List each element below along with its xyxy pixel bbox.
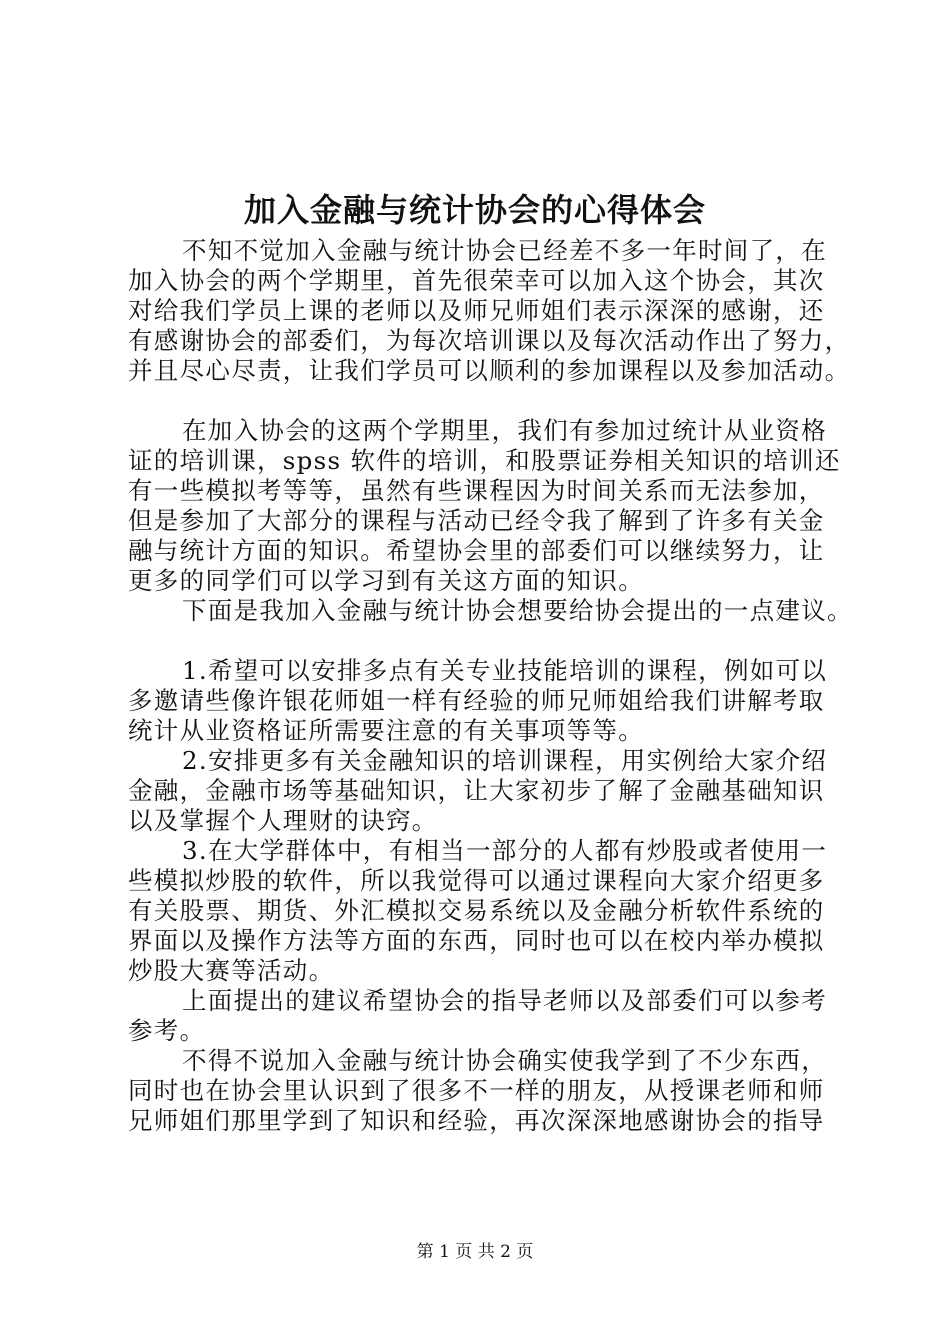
document-body xyxy=(128,236,856,1136)
body-line: 融与统计方面的知识。希望协会里的部委们可以继续努力，让 xyxy=(128,536,825,565)
body-line: 不知不觉加入金融与统计协会已经差不多一年时间了，在 xyxy=(182,236,827,265)
paragraph-gap xyxy=(128,386,856,416)
body-line: 对给我们学员上课的老师以及师兄师姐们表示深深的感谢，还 xyxy=(128,296,825,325)
body-line: 3.在大学群体中，有相当一部分的人都有炒股或者使用一 xyxy=(182,836,828,865)
paragraph-gap xyxy=(128,626,856,656)
body-line: 不得不说加入金融与统计协会确实使我学到了不少东西， xyxy=(182,1046,827,1075)
body-line: 2.安排更多有关金融知识的培训课程，用实例给大家介绍 xyxy=(182,746,828,775)
body-line: 并且尽心尽责，让我们学员可以顺利的参加课程以及参加活动。 xyxy=(128,356,851,385)
body-line: 金融，金融市场等基础知识，让大家初步了解了金融基础知识 xyxy=(128,776,825,805)
document-title: 加入金融与统计协会的心得体会 xyxy=(243,191,706,229)
body-line: 加入协会的两个学期里，首先很荣幸可以加入这个协会，其次 xyxy=(128,266,825,295)
body-line: 有关股票、期货、外汇模拟交易系统以及金融分析软件系统的 xyxy=(128,896,825,925)
body-line: 下面是我加入金融与统计协会想要给协会提出的一点建议。 xyxy=(182,596,853,625)
body-line: 1.希望可以安排多点有关专业技能培训的课程，例如可以 xyxy=(182,656,828,685)
body-line: 在加入协会的这两个学期里，我们有参加过统计从业资格 xyxy=(182,416,827,445)
body-line: 证的培训课，spss 软件的培训，和股票证券相关知识的培训还 xyxy=(128,446,841,475)
body-line: 兄师姐们那里学到了知识和经验，再次深深地感谢协会的指导 xyxy=(128,1106,825,1135)
body-line: 上面提出的建议希望协会的指导老师以及部委们可以参考 xyxy=(182,986,827,1015)
body-line: 同时也在协会里认识到了很多不一样的朋友，从授课老师和师 xyxy=(128,1076,825,1105)
body-line: 有一些模拟考等等，虽然有些课程因为时间关系而无法参加， xyxy=(128,476,825,505)
body-line: 统计从业资格证所需要注意的有关事项等等。 xyxy=(128,716,644,745)
body-line: 有感谢协会的部委们，为每次培训课以及每次活动作出了努力， xyxy=(128,326,851,355)
body-line: 更多的同学们可以学习到有关这方面的知识。 xyxy=(128,566,644,595)
body-line: 参考。 xyxy=(128,1016,206,1045)
body-line: 些模拟炒股的软件，所以我觉得可以通过课程向大家介绍更多 xyxy=(128,866,825,895)
body-line: 界面以及操作方法等方面的东西，同时也可以在校内举办模拟 xyxy=(128,926,825,955)
body-line: 以及掌握个人理财的诀窍。 xyxy=(128,806,438,835)
body-line: 多邀请些像许银花师姐一样有经验的师兄师姐给我们讲解考取 xyxy=(128,686,825,715)
body-line: 炒股大赛等活动。 xyxy=(128,956,335,985)
body-line: 但是参加了大部分的课程与活动已经令我了解到了许多有关金 xyxy=(128,506,825,535)
page-number: 第 1 页 共 2 页 xyxy=(416,1242,534,1262)
